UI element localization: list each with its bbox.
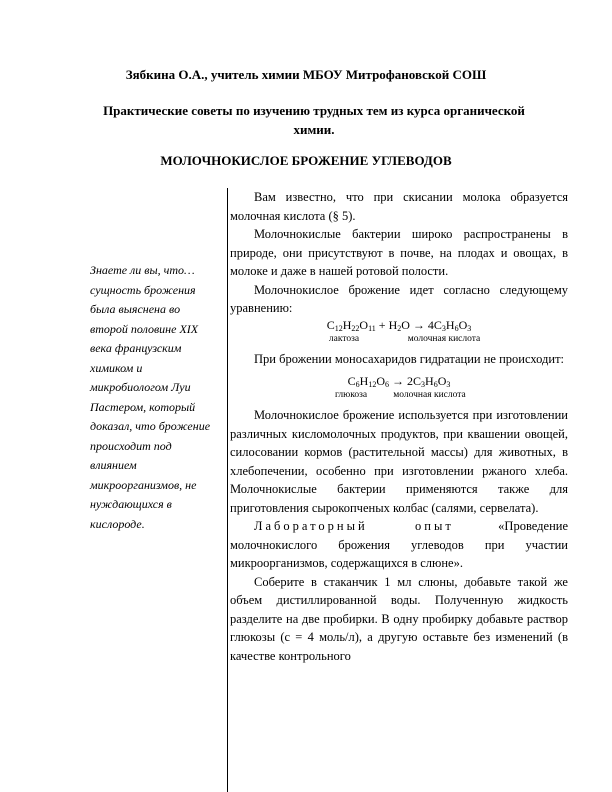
lab-experiment	[230, 517, 568, 573]
main-column	[230, 188, 568, 665]
glucose-label: глюкоза	[334, 390, 368, 400]
equation-glucose: $C_6H_{12}O_6 \to 2C_3H_6O_3$	[347, 374, 451, 389]
lactic-acid-label-1: молочная кислота	[407, 333, 481, 344]
paragraph-5: Молочнокислое брожение используется при изготовлении различных кисломолочных продуктов, при квашении овощей, силосовании кормов (растительной массы) для животных, в хлебопечении, особенно при изготовлении ржаного хлеба. Молочнокислые бактерии применяются также для приготовления сырокопченых колбас (салями, сервелата).	[230, 408, 568, 515]
lab-label: Лабораторный опыт	[254, 519, 454, 533]
paragraph-4: При брожении моносахаридов гидратации не происходит:	[254, 351, 565, 366]
page-title: МОЛОЧНОКИСЛОЕ БРОЖЕНИЕ УГЛЕВОДОВ	[160, 153, 452, 168]
author-line: Зябкина О.А., учитель химии МБОУ Митрофановской СОШ	[125, 67, 487, 82]
column-divider	[227, 188, 228, 792]
paragraph-2: Молочнокислые бактерии широко распространены в природе, они присутствуют в почве, на плодах и овощах, в молоке и даже в нашей ротовой полости.	[230, 227, 568, 278]
equation-lactose: $C_{12}H_{22}O_{11} + H_2O \to 4C_3H_6O_3$	[326, 317, 472, 333]
lactic-acid-label-2: молочная кислота	[393, 390, 466, 400]
paragraph-1: Вам известно, что при скисании молока образуется молочная кислота (§ 5).	[230, 190, 568, 223]
subtitle: Практические советы по изучению трудных тем из курса органической химии.	[103, 103, 525, 137]
lactose-label: лактоза	[328, 333, 360, 344]
equation-glucose-labels	[230, 389, 568, 402]
lab-title: «Проведение молочнокислого брожения углеводов при участии микроорганизмов, содержащихся в слюне».	[230, 519, 568, 570]
sidebar-note: Знаете ли вы, что… сущность брожения была выяснена во второй половине XIX века французским химиком и микробиологом Луи Пастером, который доказал, что брожение происходит под влиянием микроорганизмов, не нуждающихся в кислороде.	[90, 263, 211, 531]
paragraph-3: Молочнокислое брожение идет согласно следующему уравнению:	[230, 282, 568, 315]
paragraph-6: Соберите в стаканчик 1 мл слюны, добавьте такой же объем дистиллированной воды. Полученную жидкость разделите на две пробирки. В одну пробирку добавьте раствор глюкозы (с = 4 моль/л), а другую оставьте без изменений (в качестве контрольного	[230, 574, 568, 663]
equation-lactose-labels	[230, 333, 568, 346]
